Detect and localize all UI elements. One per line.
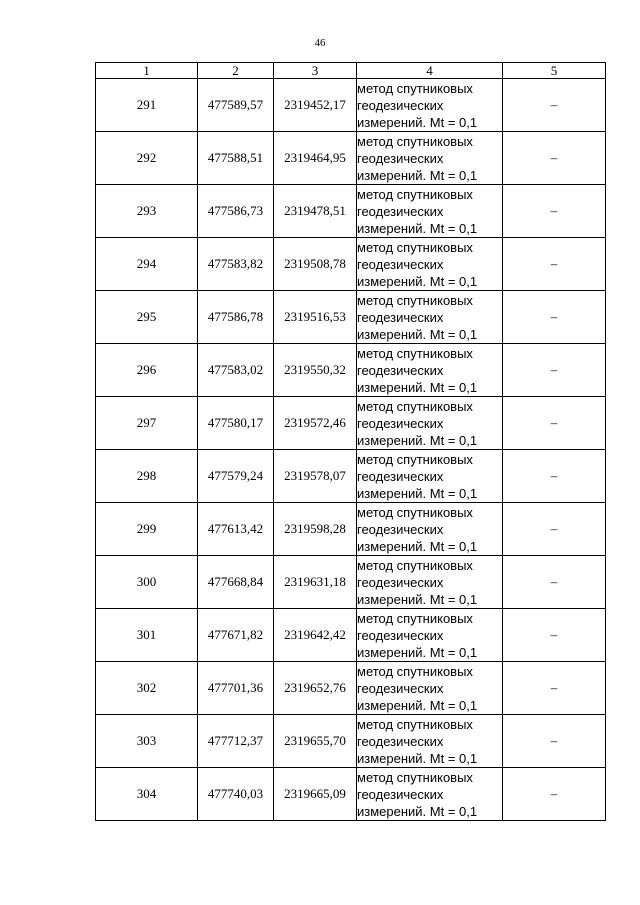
method-text-line: метод спутниковых xyxy=(357,186,473,202)
table-row xyxy=(96,715,606,768)
point-number-cell: 295 xyxy=(96,291,198,344)
method-text-line: геодезических xyxy=(357,415,444,431)
x-coordinate-cell: 477712,37 xyxy=(198,715,274,768)
note-cell: – xyxy=(503,132,606,185)
method-text-line: геодезических xyxy=(357,256,444,272)
method-text-line: измерений. Mt = 0,1 xyxy=(357,485,478,501)
column-header-1: 1 xyxy=(96,63,198,79)
table-row xyxy=(96,132,606,185)
table-row xyxy=(96,503,606,556)
method-cell xyxy=(357,79,503,132)
note-cell: – xyxy=(503,662,606,715)
method-text-line: геодезических xyxy=(357,786,444,802)
table-body xyxy=(96,79,606,821)
table-row xyxy=(96,291,606,344)
note-cell: – xyxy=(503,397,606,450)
note-cell: – xyxy=(503,450,606,503)
y-coordinate-cell: 2319452,17 xyxy=(274,79,357,132)
method-text-line: метод спутниковых xyxy=(357,239,473,255)
y-coordinate-cell: 2319550,32 xyxy=(274,344,357,397)
method-text-line: метод спутниковых xyxy=(357,292,473,308)
method-text-line: измерений. Mt = 0,1 xyxy=(357,538,478,554)
point-number-cell: 292 xyxy=(96,132,198,185)
note-cell: – xyxy=(503,185,606,238)
y-coordinate-cell: 2319598,28 xyxy=(274,503,357,556)
method-text-line: геодезических xyxy=(357,574,444,590)
table-row xyxy=(96,397,606,450)
point-number-cell: 294 xyxy=(96,238,198,291)
method-text-line: измерений. Mt = 0,1 xyxy=(357,591,478,607)
x-coordinate-cell: 477583,02 xyxy=(198,344,274,397)
method-text-line: метод спутниковых xyxy=(357,663,473,679)
y-coordinate-cell: 2319478,51 xyxy=(274,185,357,238)
point-number-cell: 297 xyxy=(96,397,198,450)
method-text-line: геодезических xyxy=(357,468,444,484)
method-cell xyxy=(357,715,503,768)
method-text-line: измерений. Mt = 0,1 xyxy=(357,379,478,395)
method-text-line: измерений. Mt = 0,1 xyxy=(357,803,478,819)
method-cell xyxy=(357,291,503,344)
note-cell: – xyxy=(503,503,606,556)
column-header-4: 4 xyxy=(357,63,503,79)
method-text-line: метод спутниковых xyxy=(357,80,473,96)
point-number-cell: 304 xyxy=(96,768,198,821)
table-row xyxy=(96,556,606,609)
x-coordinate-cell: 477580,17 xyxy=(198,397,274,450)
note-cell: – xyxy=(503,79,606,132)
method-text-line: метод спутниковых xyxy=(357,345,473,361)
method-text-line: метод спутниковых xyxy=(357,557,473,573)
method-text-line: геодезических xyxy=(357,97,444,113)
table-row xyxy=(96,609,606,662)
method-text-line: измерений. Mt = 0,1 xyxy=(357,697,478,713)
table-row xyxy=(96,768,606,821)
table-row xyxy=(96,662,606,715)
method-cell xyxy=(357,556,503,609)
method-cell xyxy=(357,768,503,821)
method-text-line: геодезических xyxy=(357,627,444,643)
table-header-row xyxy=(96,63,606,79)
method-text-line: измерений. Mt = 0,1 xyxy=(357,644,478,660)
method-text-line: измерений. Mt = 0,1 xyxy=(357,432,478,448)
y-coordinate-cell: 2319516,53 xyxy=(274,291,357,344)
method-text-line: геодезических xyxy=(357,309,444,325)
x-coordinate-cell: 477579,24 xyxy=(198,450,274,503)
y-coordinate-cell: 2319652,76 xyxy=(274,662,357,715)
note-cell: – xyxy=(503,715,606,768)
method-text-line: измерений. Mt = 0,1 xyxy=(357,114,478,130)
method-text-line: измерений. Mt = 0,1 xyxy=(357,167,478,183)
method-text-line: метод спутниковых xyxy=(357,610,473,626)
method-cell xyxy=(357,503,503,556)
method-cell xyxy=(357,450,503,503)
method-cell xyxy=(357,185,503,238)
method-text-line: измерений. Mt = 0,1 xyxy=(357,750,478,766)
column-header-5: 5 xyxy=(503,63,606,79)
y-coordinate-cell: 2319655,70 xyxy=(274,715,357,768)
y-coordinate-cell: 2319464,95 xyxy=(274,132,357,185)
column-header-2: 2 xyxy=(198,63,274,79)
point-number-cell: 299 xyxy=(96,503,198,556)
method-text-line: геодезических xyxy=(357,362,444,378)
method-cell xyxy=(357,397,503,450)
y-coordinate-cell: 2319572,46 xyxy=(274,397,357,450)
method-text-line: метод спутниковых xyxy=(357,716,473,732)
y-coordinate-cell: 2319578,07 xyxy=(274,450,357,503)
table-row xyxy=(96,185,606,238)
method-cell xyxy=(357,132,503,185)
method-text-line: метод спутниковых xyxy=(357,769,473,785)
point-number-cell: 303 xyxy=(96,715,198,768)
method-cell xyxy=(357,662,503,715)
table-row xyxy=(96,79,606,132)
method-text-line: измерений. Mt = 0,1 xyxy=(357,326,478,342)
table-row xyxy=(96,450,606,503)
method-cell xyxy=(357,238,503,291)
y-coordinate-cell: 2319642,42 xyxy=(274,609,357,662)
method-text-line: геодезических xyxy=(357,203,444,219)
point-number-cell: 300 xyxy=(96,556,198,609)
method-text-line: геодезических xyxy=(357,521,444,537)
method-cell xyxy=(357,344,503,397)
note-cell: – xyxy=(503,238,606,291)
method-text-line: метод спутниковых xyxy=(357,451,473,467)
method-text-line: геодезических xyxy=(357,150,444,166)
method-text-line: измерений. Mt = 0,1 xyxy=(357,273,478,289)
x-coordinate-cell: 477583,82 xyxy=(198,238,274,291)
method-text-line: метод спутниковых xyxy=(357,133,473,149)
point-number-cell: 301 xyxy=(96,609,198,662)
y-coordinate-cell: 2319631,18 xyxy=(274,556,357,609)
note-cell: – xyxy=(503,768,606,821)
method-text-line: геодезических xyxy=(357,733,444,749)
y-coordinate-cell: 2319508,78 xyxy=(274,238,357,291)
x-coordinate-cell: 477740,03 xyxy=(198,768,274,821)
method-text-line: метод спутниковых xyxy=(357,398,473,414)
point-number-cell: 291 xyxy=(96,79,198,132)
note-cell: – xyxy=(503,609,606,662)
note-cell: – xyxy=(503,344,606,397)
x-coordinate-cell: 477671,82 xyxy=(198,609,274,662)
method-text-line: измерений. Mt = 0,1 xyxy=(357,220,478,236)
x-coordinate-cell: 477588,51 xyxy=(198,132,274,185)
method-text-line: метод спутниковых xyxy=(357,504,473,520)
coordinates-table xyxy=(95,62,606,821)
page-number: 46 xyxy=(314,37,326,49)
x-coordinate-cell: 477586,78 xyxy=(198,291,274,344)
point-number-cell: 298 xyxy=(96,450,198,503)
x-coordinate-cell: 477701,36 xyxy=(198,662,274,715)
column-header-3: 3 xyxy=(274,63,357,79)
x-coordinate-cell: 477613,42 xyxy=(198,503,274,556)
point-number-cell: 302 xyxy=(96,662,198,715)
x-coordinate-cell: 477668,84 xyxy=(198,556,274,609)
table-row xyxy=(96,344,606,397)
table-row xyxy=(96,238,606,291)
note-cell: – xyxy=(503,291,606,344)
y-coordinate-cell: 2319665,09 xyxy=(274,768,357,821)
x-coordinate-cell: 477589,57 xyxy=(198,79,274,132)
x-coordinate-cell: 477586,73 xyxy=(198,185,274,238)
method-text-line: геодезических xyxy=(357,680,444,696)
method-cell xyxy=(357,609,503,662)
point-number-cell: 293 xyxy=(96,185,198,238)
point-number-cell: 296 xyxy=(96,344,198,397)
note-cell: – xyxy=(503,556,606,609)
